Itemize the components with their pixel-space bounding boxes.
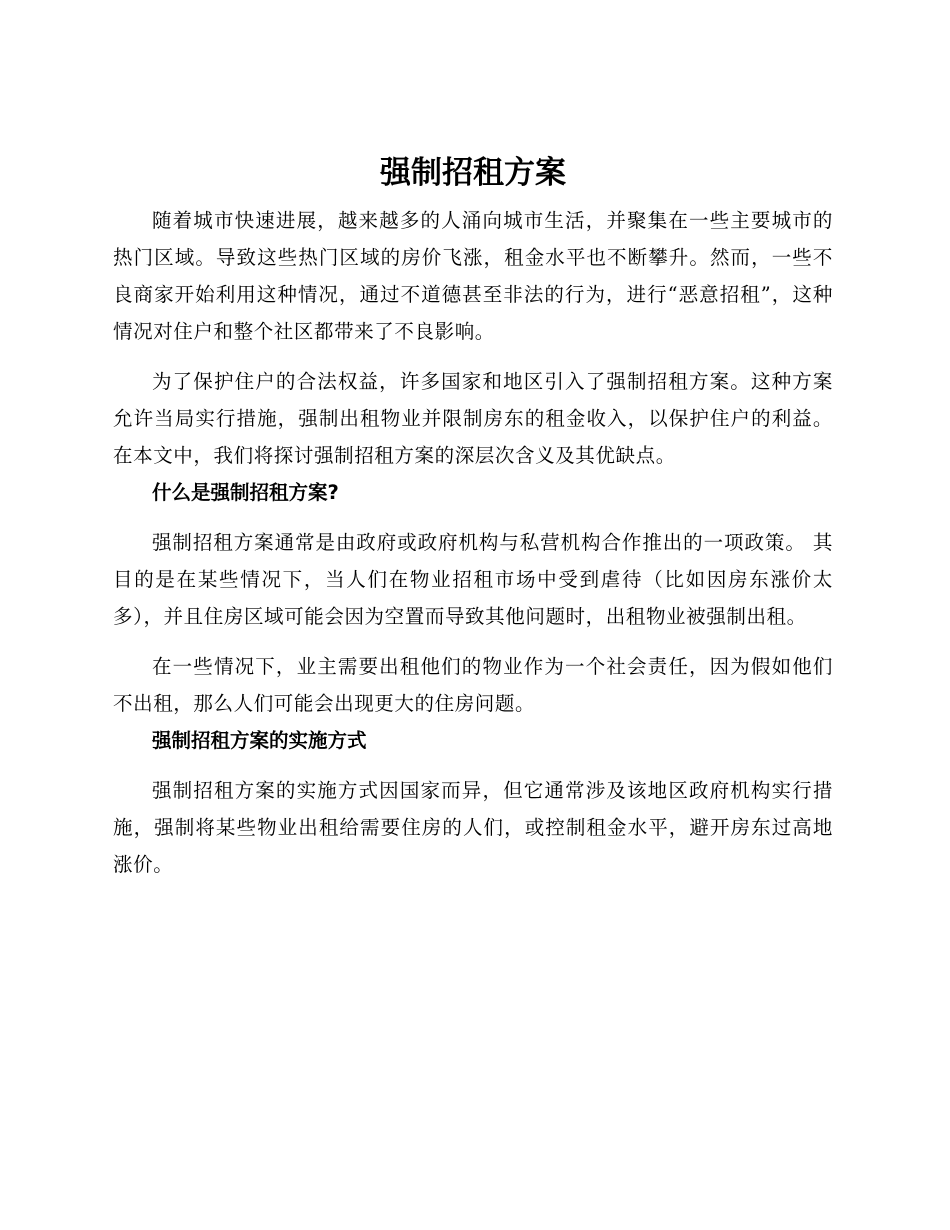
document-body <box>113 150 833 883</box>
paragraph-social-responsibility: 在一些情况下，业主需要出租他们的物业作为一个社会责任，因为假如他们不出租，那么人们可能会出现更大的住房问题。 <box>113 655 833 715</box>
document-title: 强制招租方案 <box>380 155 566 191</box>
paragraph-intro: 随着城市快速进展，越来越多的人涌向城市生活，并聚集在一些主要城市的热门区域。导致这些热门区域的房价飞涨，租金水平也不断攀升。然而，一些不良商家开始利用这种情况，通过不道德甚至非法的行为，进行“恶意招租”，这种情况对住户和整个社区都带来了不良影响。 <box>113 209 833 343</box>
section-heading-implementation: 强制招租方案的实施方式 <box>152 729 367 752</box>
paragraph-protection: 为了保护住户的合法权益，许多国家和地区引入了强制招租方案。这种方案允许当局实行措施，强制出租物业并限制房东的租金收入，以保护住户的利益。在本文中，我们将探讨强制招租方案的深层次含义及其优缺点。 <box>113 370 833 467</box>
paragraph-definition: 强制招租方案通常是由政府或政府机构与私营机构合作推出的一项政策。 其目的是在某些情况下，当人们在物业招租市场中受到虐待（比如因房东涨价太多），并且住房区域可能会因为空置而导致其他问题时，出租物业被强制出租。 <box>113 531 833 628</box>
paragraph-implementation: 强制招租方案的实施方式因国家而异，但它通常涉及该地区政府机构实行措施，强制将某些物业出租给需要住房的人们，或控制租金水平，避开房东过高地涨价。 <box>113 779 833 876</box>
section-heading-what-is: 什么是强制招租方案? <box>152 481 339 504</box>
